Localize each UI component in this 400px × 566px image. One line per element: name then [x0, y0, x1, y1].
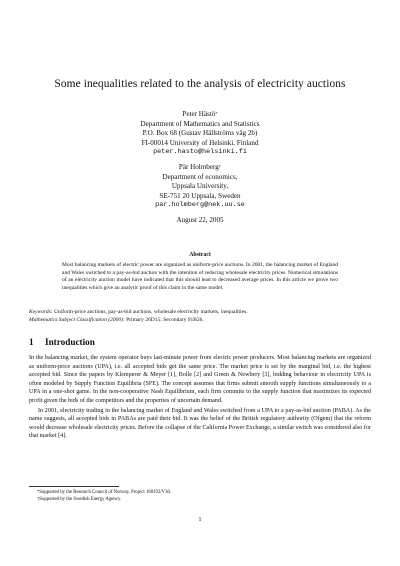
paragraph-1: In the balancing market, the system operator buys last-minute power from electric power producers. Most balancing markets are organized as uniform-price auctions (UPA), i.e. all accepted bids get the same price. The market price is set by the marginal bid, i.e. the highest accepted bid. Since the papers by Klemperer & Meyer [1], Bolle [2] and Green & Newbery [3], bidding behaviour in electricity UPA is often modeled by Supply Function Equilibria (SFE). The concept assumes that firms submit smooth supply functions simultaneously to a UPA in a one-shot game. In the non-cooperative Nash Equilibrium, each firm commits to the supply function that maximizes its expected profit given the bids of the competitors and the properties of uncertain demand.: [29, 355, 371, 404]
footnote-1: [29, 489, 371, 496]
author-block: [0, 110, 400, 216]
msc-text: Primary 26D15; Secondary 91B26.: [126, 317, 204, 323]
author-1-name: Peter Hästö: [182, 110, 216, 118]
footnote-2-mark: †: [37, 496, 40, 501]
section-number: 1: [29, 337, 34, 347]
footnote-2: [29, 496, 371, 503]
abstract-text: Most balancing markets of electric power are organized as uniform-price auctions. In 2001, the balancing market of England and Wales switched to a pay-as-bid auction with the intention of reducing wholesale electricity prices. Numerical simulations of an electricity auction model have indicated that this should lead to decreased average prices. In this article we prove two inequalities which give an analytic proof of this claim in the same model.: [62, 262, 338, 291]
author-2: [0, 163, 400, 211]
author-2-name: Pär Holmberg: [178, 162, 219, 171]
paper-date: August 22, 2005: [176, 216, 224, 224]
footnotes: [29, 489, 371, 503]
section-heading: [29, 337, 371, 347]
footnote-1-mark: *: [37, 489, 40, 494]
footnote-2-text: Supported by the Swedish Energy Agency.: [39, 497, 122, 502]
author-1-address: P.O. Box 68 (Gustav Hällströms väg 2b): [142, 129, 258, 138]
paper-title: Some inequalities related to the analysis of electricity auctions: [54, 78, 346, 90]
body-text: [29, 354, 371, 442]
author-1-dept: Department of Mathematics and Statistics: [140, 119, 260, 128]
footnote-1-text: Supported by the Research Council of Norway, Project 160192/V30.: [39, 490, 172, 495]
author-2-mark: †: [218, 163, 222, 169]
msc-line: [29, 317, 371, 325]
keywords-label: Keywords:: [29, 309, 53, 315]
author-2-univ: Uppsala University,: [171, 182, 229, 191]
author-1-email: peter.hasto@helsinki.fi: [153, 148, 247, 157]
author-1-name-line: [0, 110, 400, 120]
page-number: 1: [198, 516, 202, 523]
author-1-city: FI-00014 University of Helsinki, Finland: [141, 138, 259, 147]
author-2-city: SE-751 20 Uppsala, Sweden: [159, 191, 241, 200]
paragraph-2: In 2001, electricity trading in the balancing market of England and Wales switched from a UPA to a pay-as-bid auction (PABA). As the name suggests, all accepted bids in PABAs are paid their bid. It was the belief of the British regulatory authority (Ofgem) that the reform would decrease wholesale electricity prices. Before the collapse of the California Power Exchange, a similar switch was considered also for that market [4].: [29, 407, 371, 440]
author-2-dept: Department of economics,: [162, 172, 238, 181]
author-1: [0, 110, 400, 158]
author-2-name-line: [0, 163, 400, 173]
keywords-text: Uniform-price auctions, pay-as-bid auctions, wholesale electricity markets, inequalities.: [54, 309, 248, 315]
msc-label: Mathematics Subject Classification (2000):: [29, 317, 125, 323]
keywords-line: [29, 309, 371, 317]
footnote-rule: [29, 486, 119, 487]
author-2-email: par.holmberg@nek.uu.se: [155, 201, 245, 210]
author-1-mark: *: [215, 111, 218, 116]
abstract-heading: Abstract: [189, 252, 211, 258]
section-title: Introduction: [45, 337, 95, 347]
